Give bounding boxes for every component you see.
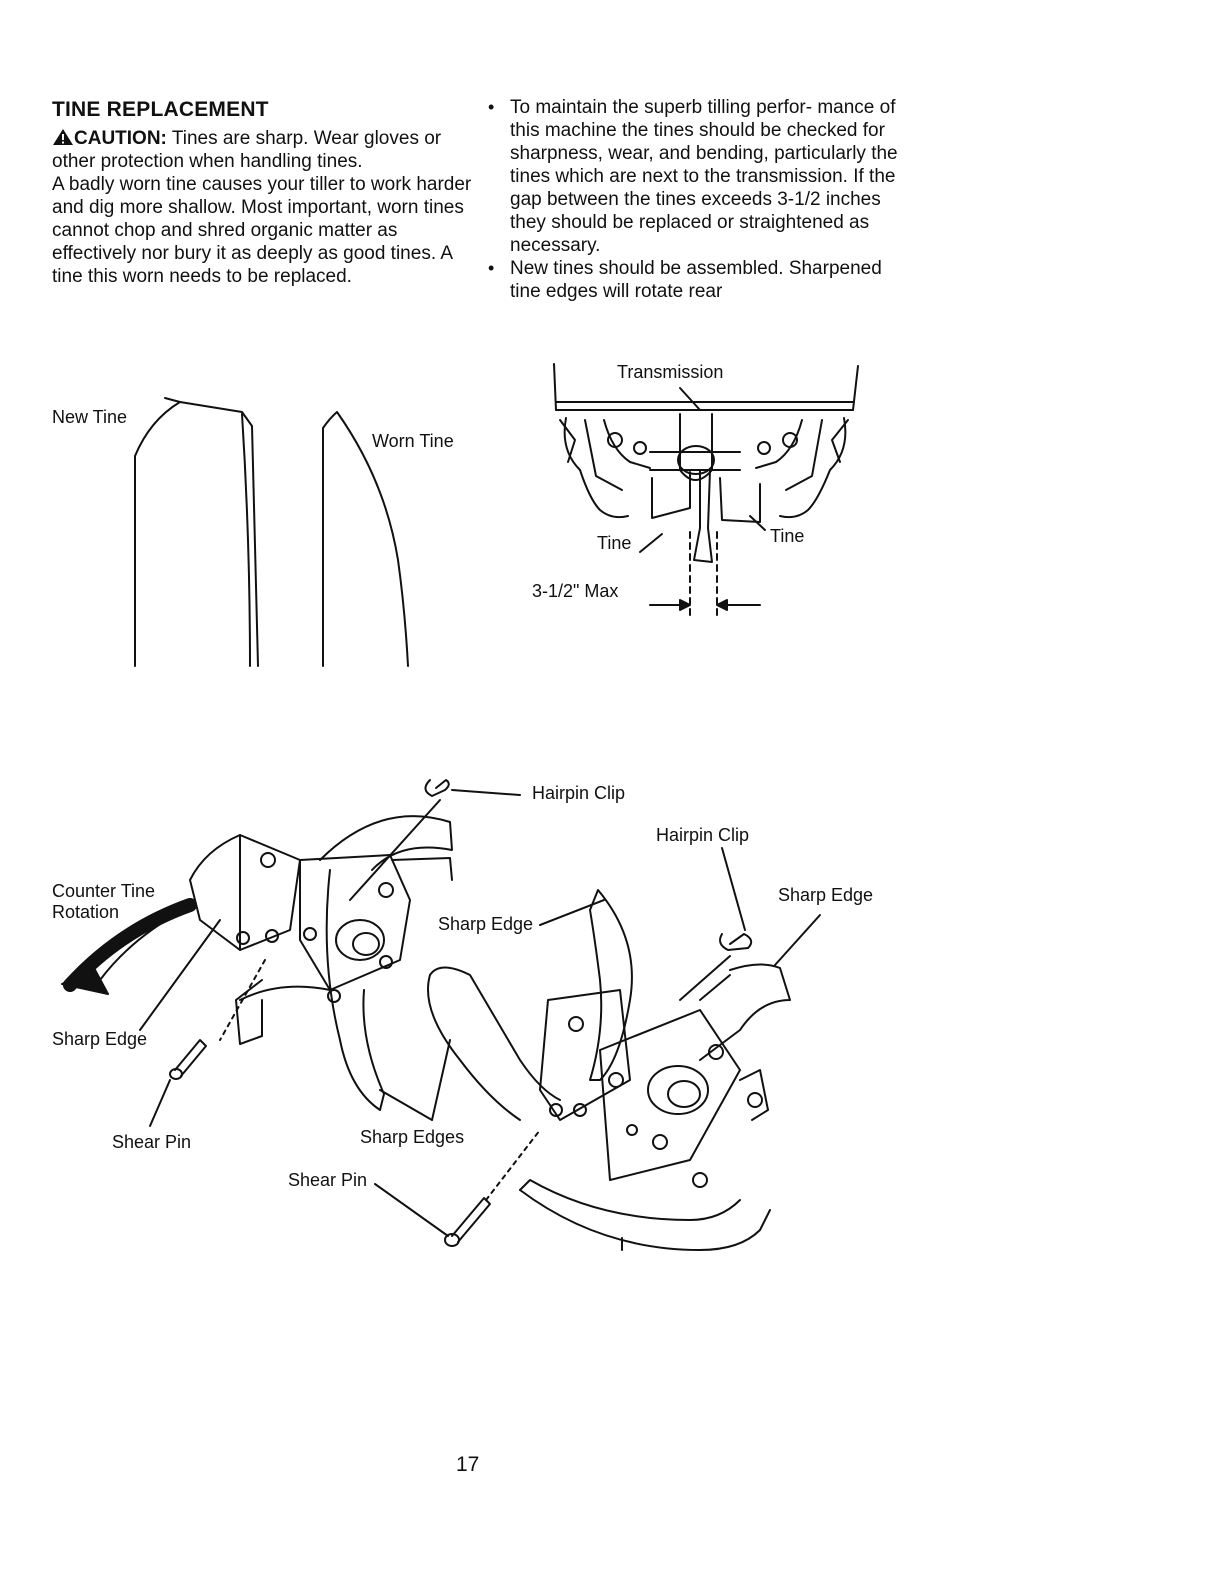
bullet-text: New tines should be assembled. Sharpened tine edges will rotate rear bbox=[510, 258, 882, 302]
sharp-edge-label-right: Sharp Edge bbox=[778, 885, 874, 905]
counter-rotation-label-line1: Counter Tine bbox=[52, 881, 156, 901]
caution-text: Tines are sharp. Wear gloves or other protection when handling tines. bbox=[52, 128, 442, 172]
shear-pin-label-left: Shear Pin bbox=[112, 1132, 192, 1152]
counter-rotation-label-line2: Rotation bbox=[52, 902, 120, 922]
page-number: 17 bbox=[456, 1453, 480, 1476]
hairpin-clip-label-top: Hairpin Clip bbox=[532, 783, 626, 803]
transmission-label: Transmission bbox=[617, 362, 724, 382]
bullet-text: To maintain the superb tilling perfor- mance of this machine the tines should be checked for sharpness, wear, and bending, particularly the tines which are next to the transmission. If the gap between the tines exceeds 3-1/2 inches they should be replaced or straightened as necessary. bbox=[510, 97, 898, 256]
new-tine-label: New Tine bbox=[52, 407, 128, 427]
sharp-edge-label-left: Sharp Edge bbox=[52, 1029, 148, 1049]
tine-label-right: Tine bbox=[770, 526, 805, 546]
tine-label-left: Tine bbox=[597, 533, 632, 553]
gap-max-label: 3-1/2" Max bbox=[532, 581, 619, 601]
worn-tine-paragraph: A badly worn tine causes your tiller to work harder and dig more shallow. Most important, worn tines cannot chop and shred organic matter as effectively nor bury it as deeply as good tines. A tine this worn needs to be replaced. bbox=[52, 174, 472, 287]
new-tine-illustration bbox=[135, 398, 258, 666]
shear-pin-label-center: Shear Pin bbox=[288, 1170, 368, 1190]
hairpin-clip-label-right: Hairpin Clip bbox=[656, 825, 750, 845]
bullet-marker: • bbox=[488, 97, 495, 117]
caution-label: CAUTION: bbox=[74, 128, 167, 149]
sharp-edges-label: Sharp Edges bbox=[360, 1127, 465, 1147]
section-title: TINE REPLACEMENT bbox=[52, 98, 269, 121]
worn-tine-label: Worn Tine bbox=[372, 431, 454, 451]
bullet-marker: • bbox=[488, 258, 495, 278]
sharp-edge-label-center: Sharp Edge bbox=[438, 914, 534, 934]
tine-assembly-illustration bbox=[62, 780, 820, 1250]
transmission-gap-illustration bbox=[554, 364, 858, 615]
